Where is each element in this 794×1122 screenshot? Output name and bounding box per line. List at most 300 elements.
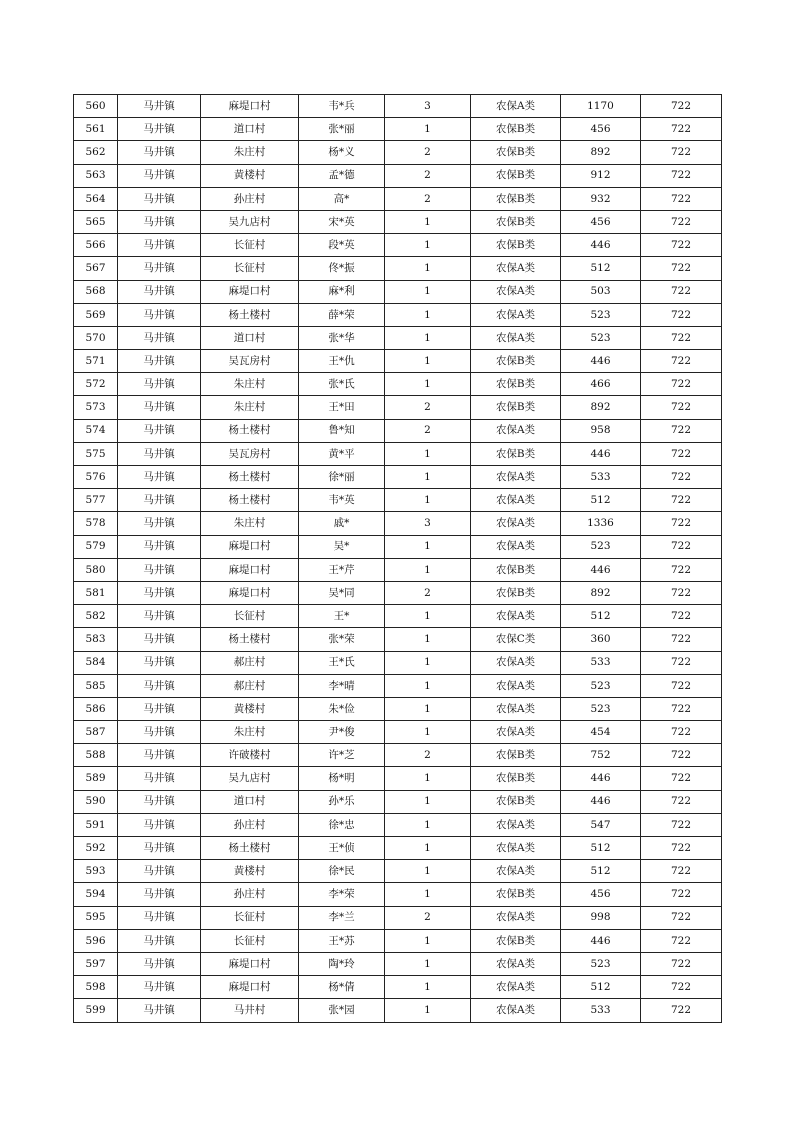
assistance-table — [73, 94, 722, 1023]
cell-amount: 446 — [561, 558, 641, 581]
table-row — [74, 651, 722, 674]
cell-insurance-category: 农保B类 — [471, 442, 561, 465]
cell-village: 吴九店村 — [201, 210, 299, 233]
table-row — [74, 234, 722, 257]
cell-name: 尹*俊 — [299, 721, 385, 744]
cell-amount: 446 — [561, 234, 641, 257]
cell-name: 张*荣 — [299, 628, 385, 651]
cell-standard: 722 — [641, 976, 722, 999]
cell-amount: 932 — [561, 187, 641, 210]
cell-standard: 722 — [641, 326, 722, 349]
cell-insurance-category: 农保B类 — [471, 164, 561, 187]
cell-township: 马井镇 — [118, 234, 201, 257]
cell-standard: 722 — [641, 860, 722, 883]
cell-township: 马井镇 — [118, 697, 201, 720]
cell-township: 马井镇 — [118, 118, 201, 141]
cell-name: 王*氏 — [299, 651, 385, 674]
cell-row-number: 579 — [74, 535, 118, 558]
table-row — [74, 767, 722, 790]
table-row — [74, 350, 722, 373]
cell-standard: 722 — [641, 721, 722, 744]
cell-name: 鲁*知 — [299, 419, 385, 442]
cell-standard: 722 — [641, 95, 722, 118]
cell-village: 杨土楼村 — [201, 303, 299, 326]
cell-insurance-category: 农保A类 — [471, 95, 561, 118]
cell-name: 吴*同 — [299, 581, 385, 604]
table-row — [74, 837, 722, 860]
cell-township: 马井镇 — [118, 326, 201, 349]
cell-village: 麻堤口村 — [201, 95, 299, 118]
cell-household-size: 1 — [385, 210, 471, 233]
cell-insurance-category: 农保B类 — [471, 373, 561, 396]
cell-household-size: 1 — [385, 860, 471, 883]
cell-row-number: 582 — [74, 605, 118, 628]
cell-name: 杨*明 — [299, 767, 385, 790]
cell-household-size: 1 — [385, 489, 471, 512]
cell-township: 马井镇 — [118, 605, 201, 628]
cell-township: 马井镇 — [118, 721, 201, 744]
cell-household-size: 2 — [385, 396, 471, 419]
cell-township: 马井镇 — [118, 999, 201, 1022]
cell-amount: 912 — [561, 164, 641, 187]
cell-standard: 722 — [641, 767, 722, 790]
cell-row-number: 589 — [74, 767, 118, 790]
cell-row-number: 588 — [74, 744, 118, 767]
cell-village: 麻堤口村 — [201, 581, 299, 604]
cell-name: 张*华 — [299, 326, 385, 349]
table-row — [74, 906, 722, 929]
cell-standard: 722 — [641, 466, 722, 489]
cell-name: 宋*英 — [299, 210, 385, 233]
cell-household-size: 3 — [385, 95, 471, 118]
cell-name: 张*丽 — [299, 118, 385, 141]
cell-household-size: 1 — [385, 373, 471, 396]
table-row — [74, 141, 722, 164]
cell-insurance-category: 农保A类 — [471, 280, 561, 303]
table-row — [74, 535, 722, 558]
cell-name: 薛*荣 — [299, 303, 385, 326]
cell-row-number: 570 — [74, 326, 118, 349]
cell-insurance-category: 农保A类 — [471, 303, 561, 326]
cell-amount: 958 — [561, 419, 641, 442]
cell-name: 杨*义 — [299, 141, 385, 164]
cell-village: 长征村 — [201, 605, 299, 628]
table-row — [74, 118, 722, 141]
table-row — [74, 929, 722, 952]
table-row — [74, 860, 722, 883]
cell-village: 道口村 — [201, 118, 299, 141]
table-row — [74, 952, 722, 975]
cell-amount: 456 — [561, 883, 641, 906]
cell-insurance-category: 农保A类 — [471, 257, 561, 280]
cell-township: 马井镇 — [118, 767, 201, 790]
cell-household-size: 1 — [385, 697, 471, 720]
table-row — [74, 489, 722, 512]
cell-insurance-category: 农保A类 — [471, 651, 561, 674]
cell-amount: 503 — [561, 280, 641, 303]
cell-household-size: 2 — [385, 906, 471, 929]
cell-amount: 512 — [561, 837, 641, 860]
cell-village: 孙庄村 — [201, 187, 299, 210]
cell-insurance-category: 农保B类 — [471, 883, 561, 906]
cell-insurance-category: 农保A类 — [471, 674, 561, 697]
cell-household-size: 2 — [385, 581, 471, 604]
cell-township: 马井镇 — [118, 744, 201, 767]
cell-township: 马井镇 — [118, 558, 201, 581]
cell-township: 马井镇 — [118, 883, 201, 906]
cell-standard: 722 — [641, 210, 722, 233]
table-row — [74, 442, 722, 465]
cell-insurance-category: 农保B类 — [471, 210, 561, 233]
table-row — [74, 674, 722, 697]
cell-name: 王*田 — [299, 396, 385, 419]
cell-village: 麻堤口村 — [201, 535, 299, 558]
cell-township: 马井镇 — [118, 906, 201, 929]
table-row — [74, 466, 722, 489]
cell-household-size: 1 — [385, 767, 471, 790]
table-row — [74, 813, 722, 836]
cell-township: 马井镇 — [118, 466, 201, 489]
table-row — [74, 999, 722, 1022]
cell-name: 孟*德 — [299, 164, 385, 187]
cell-amount: 512 — [561, 860, 641, 883]
cell-standard: 722 — [641, 280, 722, 303]
cell-insurance-category: 农保A类 — [471, 999, 561, 1022]
cell-township: 马井镇 — [118, 350, 201, 373]
cell-township: 马井镇 — [118, 489, 201, 512]
cell-standard: 722 — [641, 373, 722, 396]
cell-row-number: 567 — [74, 257, 118, 280]
cell-name: 徐*丽 — [299, 466, 385, 489]
cell-amount: 547 — [561, 813, 641, 836]
cell-name: 佟*振 — [299, 257, 385, 280]
cell-row-number: 598 — [74, 976, 118, 999]
cell-township: 马井镇 — [118, 187, 201, 210]
cell-name: 王*芹 — [299, 558, 385, 581]
table-row — [74, 883, 722, 906]
cell-name: 王*苏 — [299, 929, 385, 952]
cell-insurance-category: 农保A类 — [471, 419, 561, 442]
cell-amount: 446 — [561, 790, 641, 813]
cell-row-number: 597 — [74, 952, 118, 975]
cell-amount: 523 — [561, 697, 641, 720]
cell-name: 张*园 — [299, 999, 385, 1022]
cell-amount: 512 — [561, 489, 641, 512]
cell-township: 马井镇 — [118, 535, 201, 558]
cell-township: 马井镇 — [118, 976, 201, 999]
cell-standard: 722 — [641, 581, 722, 604]
cell-standard: 722 — [641, 187, 722, 210]
cell-amount: 456 — [561, 118, 641, 141]
cell-insurance-category: 农保B类 — [471, 929, 561, 952]
cell-village: 吴瓦房村 — [201, 350, 299, 373]
cell-township: 马井镇 — [118, 141, 201, 164]
cell-row-number: 596 — [74, 929, 118, 952]
cell-insurance-category: 农保A类 — [471, 489, 561, 512]
cell-household-size: 3 — [385, 512, 471, 535]
cell-row-number: 564 — [74, 187, 118, 210]
cell-village: 郝庄村 — [201, 651, 299, 674]
table-row — [74, 976, 722, 999]
cell-amount: 998 — [561, 906, 641, 929]
cell-name: 张*氏 — [299, 373, 385, 396]
cell-standard: 722 — [641, 605, 722, 628]
cell-standard: 722 — [641, 442, 722, 465]
cell-row-number: 563 — [74, 164, 118, 187]
table-body — [74, 95, 722, 1023]
cell-row-number: 571 — [74, 350, 118, 373]
cell-household-size: 1 — [385, 721, 471, 744]
cell-township: 马井镇 — [118, 95, 201, 118]
cell-standard: 722 — [641, 674, 722, 697]
cell-township: 马井镇 — [118, 303, 201, 326]
cell-household-size: 1 — [385, 535, 471, 558]
cell-row-number: 565 — [74, 210, 118, 233]
cell-standard: 722 — [641, 790, 722, 813]
cell-insurance-category: 农保B类 — [471, 558, 561, 581]
cell-amount: 523 — [561, 674, 641, 697]
cell-township: 马井镇 — [118, 373, 201, 396]
cell-amount: 512 — [561, 257, 641, 280]
cell-standard: 722 — [641, 303, 722, 326]
cell-row-number: 594 — [74, 883, 118, 906]
cell-township: 马井镇 — [118, 164, 201, 187]
cell-name: 李*荣 — [299, 883, 385, 906]
cell-amount: 446 — [561, 350, 641, 373]
cell-row-number: 561 — [74, 118, 118, 141]
cell-village: 朱庄村 — [201, 373, 299, 396]
cell-name: 王*侦 — [299, 837, 385, 860]
cell-household-size: 1 — [385, 929, 471, 952]
cell-township: 马井镇 — [118, 257, 201, 280]
cell-insurance-category: 农保A类 — [471, 860, 561, 883]
table-row — [74, 581, 722, 604]
cell-insurance-category: 农保C类 — [471, 628, 561, 651]
cell-name: 王*仇 — [299, 350, 385, 373]
cell-insurance-category: 农保B类 — [471, 581, 561, 604]
cell-village: 许破楼村 — [201, 744, 299, 767]
cell-row-number: 599 — [74, 999, 118, 1022]
cell-household-size: 1 — [385, 883, 471, 906]
cell-name: 韦*英 — [299, 489, 385, 512]
cell-insurance-category: 农保B类 — [471, 187, 561, 210]
cell-name: 陶*玲 — [299, 952, 385, 975]
table-row — [74, 396, 722, 419]
cell-amount: 1336 — [561, 512, 641, 535]
cell-township: 马井镇 — [118, 813, 201, 836]
cell-insurance-category: 农保A类 — [471, 512, 561, 535]
cell-insurance-category: 农保B类 — [471, 141, 561, 164]
cell-township: 马井镇 — [118, 280, 201, 303]
cell-name: 朱*俭 — [299, 697, 385, 720]
cell-row-number: 560 — [74, 95, 118, 118]
cell-township: 马井镇 — [118, 442, 201, 465]
cell-amount: 523 — [561, 303, 641, 326]
cell-household-size: 1 — [385, 326, 471, 349]
table-row — [74, 744, 722, 767]
cell-village: 道口村 — [201, 790, 299, 813]
cell-amount: 446 — [561, 929, 641, 952]
cell-household-size: 1 — [385, 350, 471, 373]
cell-name: 段*英 — [299, 234, 385, 257]
cell-amount: 360 — [561, 628, 641, 651]
cell-household-size: 1 — [385, 674, 471, 697]
cell-village: 吴瓦房村 — [201, 442, 299, 465]
cell-village: 杨土楼村 — [201, 837, 299, 860]
cell-amount: 466 — [561, 373, 641, 396]
cell-row-number: 574 — [74, 419, 118, 442]
cell-insurance-category: 农保B类 — [471, 396, 561, 419]
cell-insurance-category: 农保A类 — [471, 605, 561, 628]
cell-insurance-category: 农保A类 — [471, 697, 561, 720]
cell-standard: 722 — [641, 883, 722, 906]
table-row — [74, 605, 722, 628]
cell-name: 麻*利 — [299, 280, 385, 303]
table-row — [74, 95, 722, 118]
cell-village: 黄楼村 — [201, 697, 299, 720]
cell-name: 高* — [299, 187, 385, 210]
cell-household-size: 1 — [385, 303, 471, 326]
cell-row-number: 572 — [74, 373, 118, 396]
cell-insurance-category: 农保B类 — [471, 234, 561, 257]
cell-standard: 722 — [641, 999, 722, 1022]
cell-row-number: 584 — [74, 651, 118, 674]
cell-amount: 533 — [561, 651, 641, 674]
cell-township: 马井镇 — [118, 581, 201, 604]
cell-row-number: 573 — [74, 396, 118, 419]
table-row — [74, 164, 722, 187]
cell-standard: 722 — [641, 118, 722, 141]
cell-standard: 722 — [641, 512, 722, 535]
cell-insurance-category: 农保B类 — [471, 744, 561, 767]
cell-standard: 722 — [641, 697, 722, 720]
cell-name: 吴* — [299, 535, 385, 558]
cell-insurance-category: 农保B类 — [471, 350, 561, 373]
cell-village: 孙庄村 — [201, 883, 299, 906]
cell-name: 李*晴 — [299, 674, 385, 697]
cell-amount: 446 — [561, 767, 641, 790]
cell-household-size: 1 — [385, 118, 471, 141]
cell-row-number: 581 — [74, 581, 118, 604]
cell-village: 杨土楼村 — [201, 489, 299, 512]
cell-village: 黄楼村 — [201, 860, 299, 883]
cell-name: 许*芝 — [299, 744, 385, 767]
cell-name: 杨*倩 — [299, 976, 385, 999]
cell-amount: 892 — [561, 141, 641, 164]
cell-village: 麻堤口村 — [201, 280, 299, 303]
cell-row-number: 566 — [74, 234, 118, 257]
cell-amount: 892 — [561, 396, 641, 419]
cell-township: 马井镇 — [118, 790, 201, 813]
table-row — [74, 280, 722, 303]
cell-township: 马井镇 — [118, 952, 201, 975]
cell-standard: 722 — [641, 929, 722, 952]
cell-village: 黄楼村 — [201, 164, 299, 187]
table-row — [74, 326, 722, 349]
cell-row-number: 578 — [74, 512, 118, 535]
cell-household-size: 1 — [385, 999, 471, 1022]
cell-household-size: 1 — [385, 976, 471, 999]
cell-township: 马井镇 — [118, 419, 201, 442]
cell-village: 杨土楼村 — [201, 419, 299, 442]
cell-name: 孙*乐 — [299, 790, 385, 813]
cell-amount: 533 — [561, 999, 641, 1022]
cell-household-size: 2 — [385, 187, 471, 210]
cell-insurance-category: 农保B类 — [471, 790, 561, 813]
cell-household-size: 2 — [385, 164, 471, 187]
cell-insurance-category: 农保A类 — [471, 326, 561, 349]
cell-row-number: 576 — [74, 466, 118, 489]
cell-insurance-category: 农保A类 — [471, 952, 561, 975]
cell-standard: 722 — [641, 396, 722, 419]
cell-name: 戚* — [299, 512, 385, 535]
cell-row-number: 580 — [74, 558, 118, 581]
table-row — [74, 187, 722, 210]
cell-standard: 722 — [641, 489, 722, 512]
cell-insurance-category: 农保A类 — [471, 466, 561, 489]
cell-village: 麻堤口村 — [201, 952, 299, 975]
table-row — [74, 558, 722, 581]
table-row — [74, 628, 722, 651]
cell-standard: 722 — [641, 350, 722, 373]
cell-village: 长征村 — [201, 906, 299, 929]
cell-insurance-category: 农保A类 — [471, 535, 561, 558]
cell-row-number: 587 — [74, 721, 118, 744]
table-row — [74, 790, 722, 813]
cell-standard: 722 — [641, 257, 722, 280]
cell-village: 长征村 — [201, 234, 299, 257]
cell-row-number: 586 — [74, 697, 118, 720]
cell-row-number: 583 — [74, 628, 118, 651]
table-row — [74, 419, 722, 442]
cell-name: 韦*兵 — [299, 95, 385, 118]
cell-amount: 892 — [561, 581, 641, 604]
cell-village: 麻堤口村 — [201, 558, 299, 581]
cell-amount: 523 — [561, 952, 641, 975]
cell-household-size: 1 — [385, 558, 471, 581]
cell-name: 黄*平 — [299, 442, 385, 465]
cell-amount: 456 — [561, 210, 641, 233]
table-row — [74, 303, 722, 326]
cell-name: 徐*民 — [299, 860, 385, 883]
cell-village: 朱庄村 — [201, 396, 299, 419]
cell-household-size: 2 — [385, 141, 471, 164]
table-row — [74, 210, 722, 233]
cell-amount: 512 — [561, 605, 641, 628]
cell-insurance-category: 农保B类 — [471, 767, 561, 790]
cell-standard: 722 — [641, 164, 722, 187]
cell-standard: 722 — [641, 651, 722, 674]
cell-household-size: 1 — [385, 257, 471, 280]
cell-household-size: 1 — [385, 952, 471, 975]
cell-row-number: 569 — [74, 303, 118, 326]
cell-amount: 454 — [561, 721, 641, 744]
cell-standard: 722 — [641, 234, 722, 257]
cell-row-number: 585 — [74, 674, 118, 697]
table-row — [74, 721, 722, 744]
cell-household-size: 1 — [385, 234, 471, 257]
cell-household-size: 1 — [385, 605, 471, 628]
cell-township: 马井镇 — [118, 651, 201, 674]
cell-amount: 533 — [561, 466, 641, 489]
cell-insurance-category: 农保B类 — [471, 118, 561, 141]
cell-standard: 722 — [641, 628, 722, 651]
cell-row-number: 562 — [74, 141, 118, 164]
cell-village: 朱庄村 — [201, 721, 299, 744]
cell-township: 马井镇 — [118, 512, 201, 535]
cell-row-number: 575 — [74, 442, 118, 465]
cell-name: 王* — [299, 605, 385, 628]
